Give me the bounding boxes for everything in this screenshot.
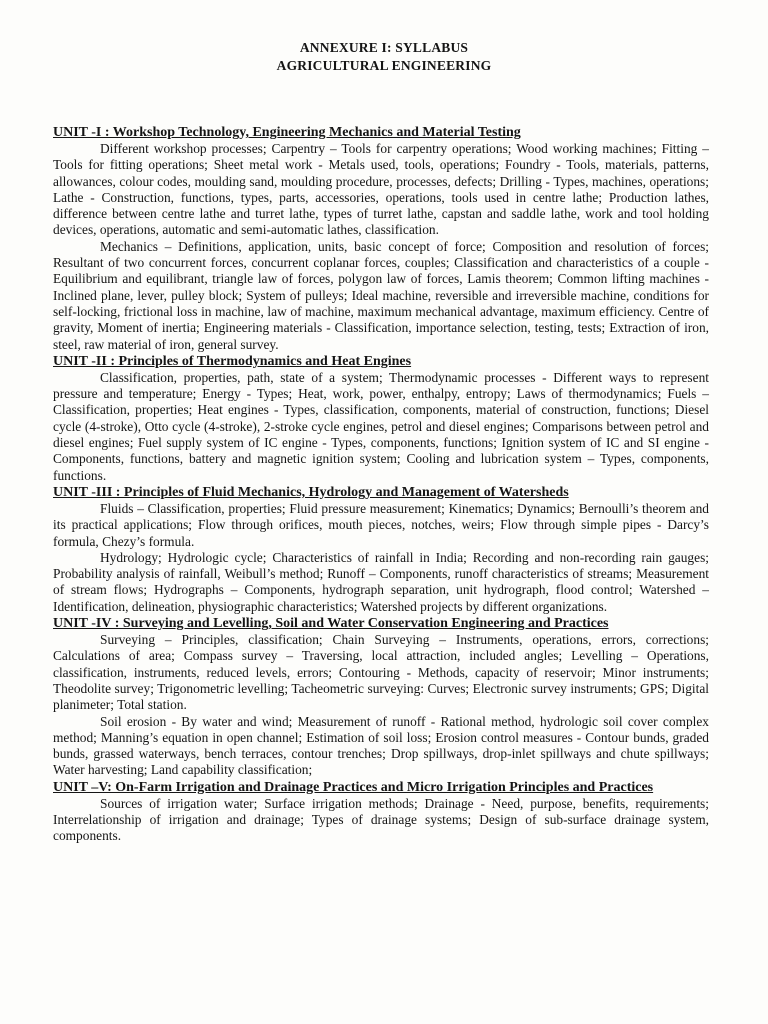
unit-1-paragraph-2: Mechanics – Definitions, application, units, basic concept of force; Composition and resolution of forces; Resultant of two concurrent forces, concurrent coplanar forces, couples; Classification and characteristics of a couple -Equilibrium and equilibrant, triangle law of forces, polygon law of forces, Lamis theorem; Common lifting machines - Inclined plane, lever, pulley block; System of pulleys; Ideal machine, reversible and irreversible machine, conditions for self-locking, frictional loss in machine, law of machine, maximum mechanical advantage, maximum efficiency. Centre of gravity, Moment of inertia; Engineering materials - Classification, importance selection, testing, tests; Extraction of iron, steel, raw material of iron, general survey. — [53, 238, 709, 352]
annexure-title: ANNEXURE I: SYLLABUS — [299, 40, 469, 55]
unit-2-title: UNIT -II : Principles of Thermodynamics and Heat Engines — [53, 353, 412, 369]
unit-2-paragraph-1: Classification, properties, path, state of a system; Thermodynamic processes - Different ways to represent pressure and temperature; Energy - Types; Heat, work, power, enthalpy, entropy; Laws of thermodynamics; Fuels – Classification, properties; Heat engines - Types, classification, components, material of construction, functions; Diesel cycle (4-stroke), Otto cycle (4-stroke), 2-stroke cycle engines, petrol and diesel engines; Comparisons between petrol and diesel engines; Fuel supply system of IC engine - Types, components, functions; Ignition system of IC and SI engine - Components, functions, battery and magnetic ignition system; Cooling and lubrication system – Types, components, functions. — [53, 369, 709, 483]
unit-3-title: UNIT -III : Principles of Fluid Mechanics, Hydrology and Management of Watersheds — [53, 484, 569, 500]
unit-1-section — [53, 124, 709, 353]
unit-5-paragraph-1: Sources of irrigation water; Surface irrigation methods; Drainage - Need, purpose, benefits, requirements; Interrelationship of irrigation and drainage; Types of drainage systems; Design of sub-surface drainage system, components. — [53, 795, 709, 844]
unit-4-paragraph-2: Soil erosion - By water and wind; Measurement of runoff - Rational method, hydrologic soil cover complex method; Manning’s equation in open channel; Estimation of soil loss; Erosion control measures - Contour bunds, graded bunds, grassed waterways, bench terraces, contour trenches; Drop spillways, drop-inlet spillways and chute spillways; Water harvesting; Land capability classification; — [53, 713, 709, 778]
unit-5-section — [53, 779, 709, 845]
unit-3-section — [53, 484, 709, 615]
unit-3-paragraph-1: Fluids – Classification, properties; Fluid pressure measurement; Kinematics; Dynamics; Bernoulli’s theorem and its practical applications; Flow through orifices, mouth pieces, notches, weirs; Flow through simple pipes - Darcy’s formula, Chezy’s formula. — [53, 500, 709, 549]
unit-1-paragraph-1: Different workshop processes; Carpentry – Tools for carpentry operations; Wood working machines; Fitting – Tools for fitting operations; Sheet metal work - Metals used, tools, operations; Foundry - Tools, materials, patterns, allowances, colour codes, moulding sand, moulding procedure, processes, defects; Drilling - Types, machines, operations; Lathe - Construction, functions, types, parts, accessories, operations, tools used in centre lathe; Production lathes, difference between centre lathe and turret lathe, types of turret lathe, capstan and saddle lathe, work and tool holding devices, operations, automatic and semi-automatic lathes, classification. — [53, 141, 709, 238]
unit-3-paragraph-2: Hydrology; Hydrologic cycle; Characteristics of rainfall in India; Recording and non-recording rain gauges; Probability analysis of rainfall, Weibull’s method; Runoff – Components, runoff characteristics of streams; Measurement of stream flows; Hydrographs – Components, hydrograph separation, unit hydrograph, flood control; Watershed – Identification, delineation, physiographic characteristics; Watershed projects by different organizations. — [53, 549, 709, 614]
unit-4-section — [53, 615, 709, 779]
discipline-title: AGRICULTURAL ENGINEERING — [276, 58, 492, 73]
unit-4-paragraph-1: Surveying – Principles, classification; Chain Surveying – Instruments, operations, errors, corrections; Calculations of area; Compass survey – Traversing, local attraction, included angles; Levelling – Operations, classification, instruments, reduced levels, errors; Contouring - Methods, capacity of reservoir; Minor instruments; Theodolite survey; Trigonometric levelling; Tacheometric surveying: Curves; Electronic survey instruments; GPS; Digital planimeter; Total station. — [53, 632, 709, 713]
unit-5-title: UNIT –V: On-Farm Irrigation and Drainage Practices and Micro Irrigation Principles and Practices — [53, 779, 654, 795]
unit-1-title: UNIT -I : Workshop Technology, Engineering Mechanics and Material Testing — [53, 125, 521, 140]
unit-4-title: UNIT -IV : Surveying and Levelling, Soil and Water Conservation Engineering and Practices — [53, 616, 609, 632]
unit-2-section — [53, 353, 709, 484]
syllabus-body — [53, 124, 709, 845]
